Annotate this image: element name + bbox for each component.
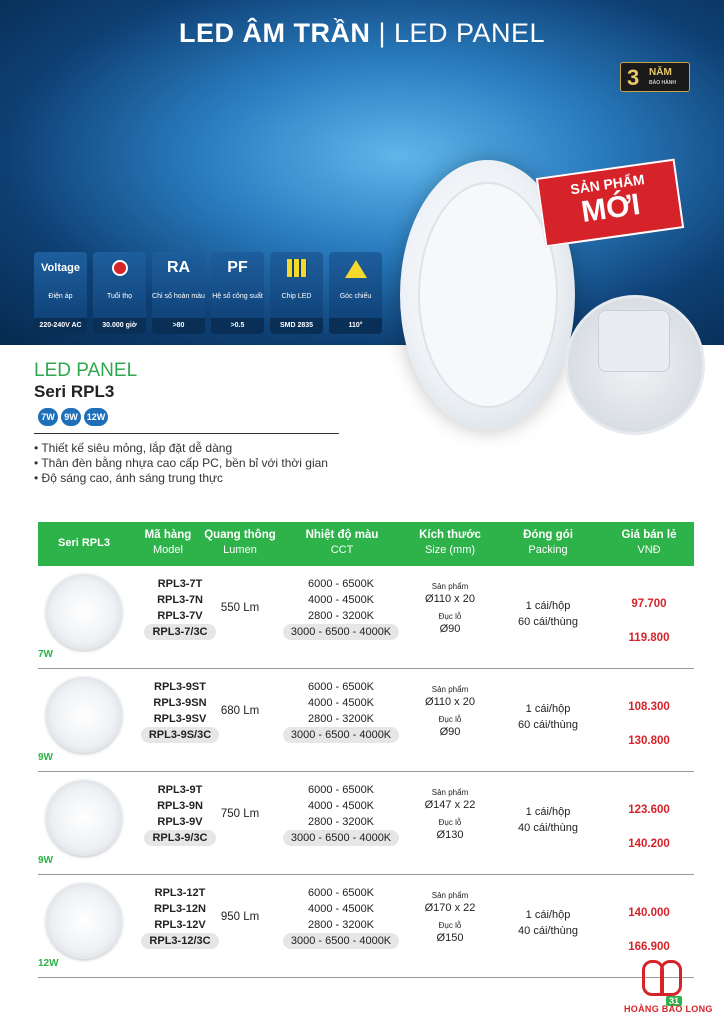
product-thumbnail: 9W [38,778,128,866]
size-cell: Sản phẩm Ø110 x 20 Đục lỗ Ø90 [425,685,475,738]
pf-spec: PF Hệ số công suất >0.5 [211,252,264,334]
watt-badge: 12W [84,408,108,426]
series-header: Seri RPL3 [58,537,110,549]
feature-list [34,441,328,486]
col-cct: Nhiệt độ màu CCT [305,529,379,556]
packing-cell: 1 cái/hộp 60 cái/thùng [518,703,578,731]
price-cell: 97.700 [631,598,667,610]
price-3c-cell: 166.900 [628,941,670,953]
col-model: Mã hàng Model [144,529,192,556]
price-3c-cell: 140.200 [628,838,670,850]
wattage-badges [38,408,108,426]
price-cell: 140.000 [628,907,670,919]
new-product-badge: SẢN PHẨM MỚI [536,159,684,248]
cct-cell: 6000 - 6500K 4000 - 4500K 2800 - 3200K 3000 - 6500 - 4000K [276,885,406,949]
packing-cell: 1 cái/hộp 60 cái/thùng [518,600,578,628]
ra-icon: RA [166,259,191,276]
chip-led-spec: Chip LED SMD 2835 [270,252,323,334]
page-number: 31 [666,996,682,1006]
brand-name: HOÀNG BẢO LONG [624,1004,713,1014]
table-header [38,522,694,566]
cct-cell: 6000 - 6500K 4000 - 4500K 2800 - 3200K 3000 - 6500 - 4000K [276,679,406,743]
clock-icon [112,260,128,276]
beam-angle-spec: Góc chiếu 110° [329,252,382,334]
led-panel-back-image [565,295,705,435]
lumen-cell: 950 Lm [220,911,260,923]
lumen-cell: 680 Lm [220,705,260,717]
table-row [38,669,694,772]
warranty-badge: 3 NĂM BẢO HÀNH [620,62,690,92]
packing-cell: 1 cái/hộp 40 cái/thùng [518,909,578,937]
model-cell: RPL3-12T RPL3-12N RPL3-12V RPL3-12/3C [130,885,230,949]
voltage-icon: Voltage [41,262,80,274]
packing-cell: 1 cái/hộp 40 cái/thùng [518,806,578,834]
size-cell: Sản phẩm Ø170 x 22 Đục lỗ Ø150 [424,891,476,944]
feature-item: • Thiết kế siêu mỏng, lắp đặt dễ dàng [34,441,328,456]
pf-icon: PF [227,259,248,276]
table-row [38,772,694,875]
col-packing: Đóng gói Packing [523,529,573,556]
product-series: Seri RPL3 [34,382,115,401]
product-thumbnail: 7W [38,572,128,660]
feature-item: • Thân đèn bằng nhựa cao cấp PC, bền bỉ với thời gian [34,456,328,471]
model-cell: RPL3-9T RPL3-9N RPL3-9V RPL3-9/3C [130,782,230,846]
model-cell: RPL3-9ST RPL3-9SN RPL3-9SV RPL3-9S/3C [130,679,230,743]
price-3c-cell: 130.800 [628,735,670,747]
model-cell: RPL3-7T RPL3-7N RPL3-7V RPL3-7/3C [130,576,230,640]
product-title: LED PANEL [34,360,138,381]
col-lumen: Quang thông Lumen [204,529,276,556]
cct-cell: 6000 - 6500K 4000 - 4500K 2800 - 3200K 3000 - 6500 - 4000K [276,576,406,640]
divider [34,433,339,434]
col-price: Giá bán lẻ VNĐ [621,529,677,556]
price-cell: 123.600 [628,804,670,816]
watt-badge: 7W [38,408,58,426]
size-cell: Sản phẩm Ø147 x 22 Đục lỗ Ø130 [424,788,476,841]
chip-led-icon [287,259,307,277]
product-thumbnail: 9W [38,675,128,763]
price-3c-cell: 119.800 [628,632,670,644]
product-thumbnail: 12W [38,881,128,969]
table-row [38,566,694,669]
lifetime-spec: Tuổi thọ 30.000 giờ [93,252,146,334]
lumen-cell: 750 Lm [220,808,260,820]
ra-spec: RA Chỉ số hoàn màu >80 [152,252,205,334]
voltage-spec: Voltage Điện áp 220-240V AC [34,252,87,334]
page-title: LED ÂM TRẦN | LED PANEL [178,18,546,48]
lumen-cell: 550 Lm [220,602,260,614]
feature-item: • Độ sáng cao, ánh sáng trung thực [34,471,328,486]
table-row [38,875,694,978]
spec-icons [34,252,382,334]
col-size: Kích thước Size (mm) [419,529,481,556]
beam-angle-icon [345,260,367,278]
size-cell: Sản phẩm Ø110 x 20 Đục lỗ Ø90 [425,582,475,635]
price-cell: 108.300 [628,701,670,713]
cct-cell: 6000 - 6500K 4000 - 4500K 2800 - 3200K 3000 - 6500 - 4000K [276,782,406,846]
watt-badge: 9W [61,408,81,426]
